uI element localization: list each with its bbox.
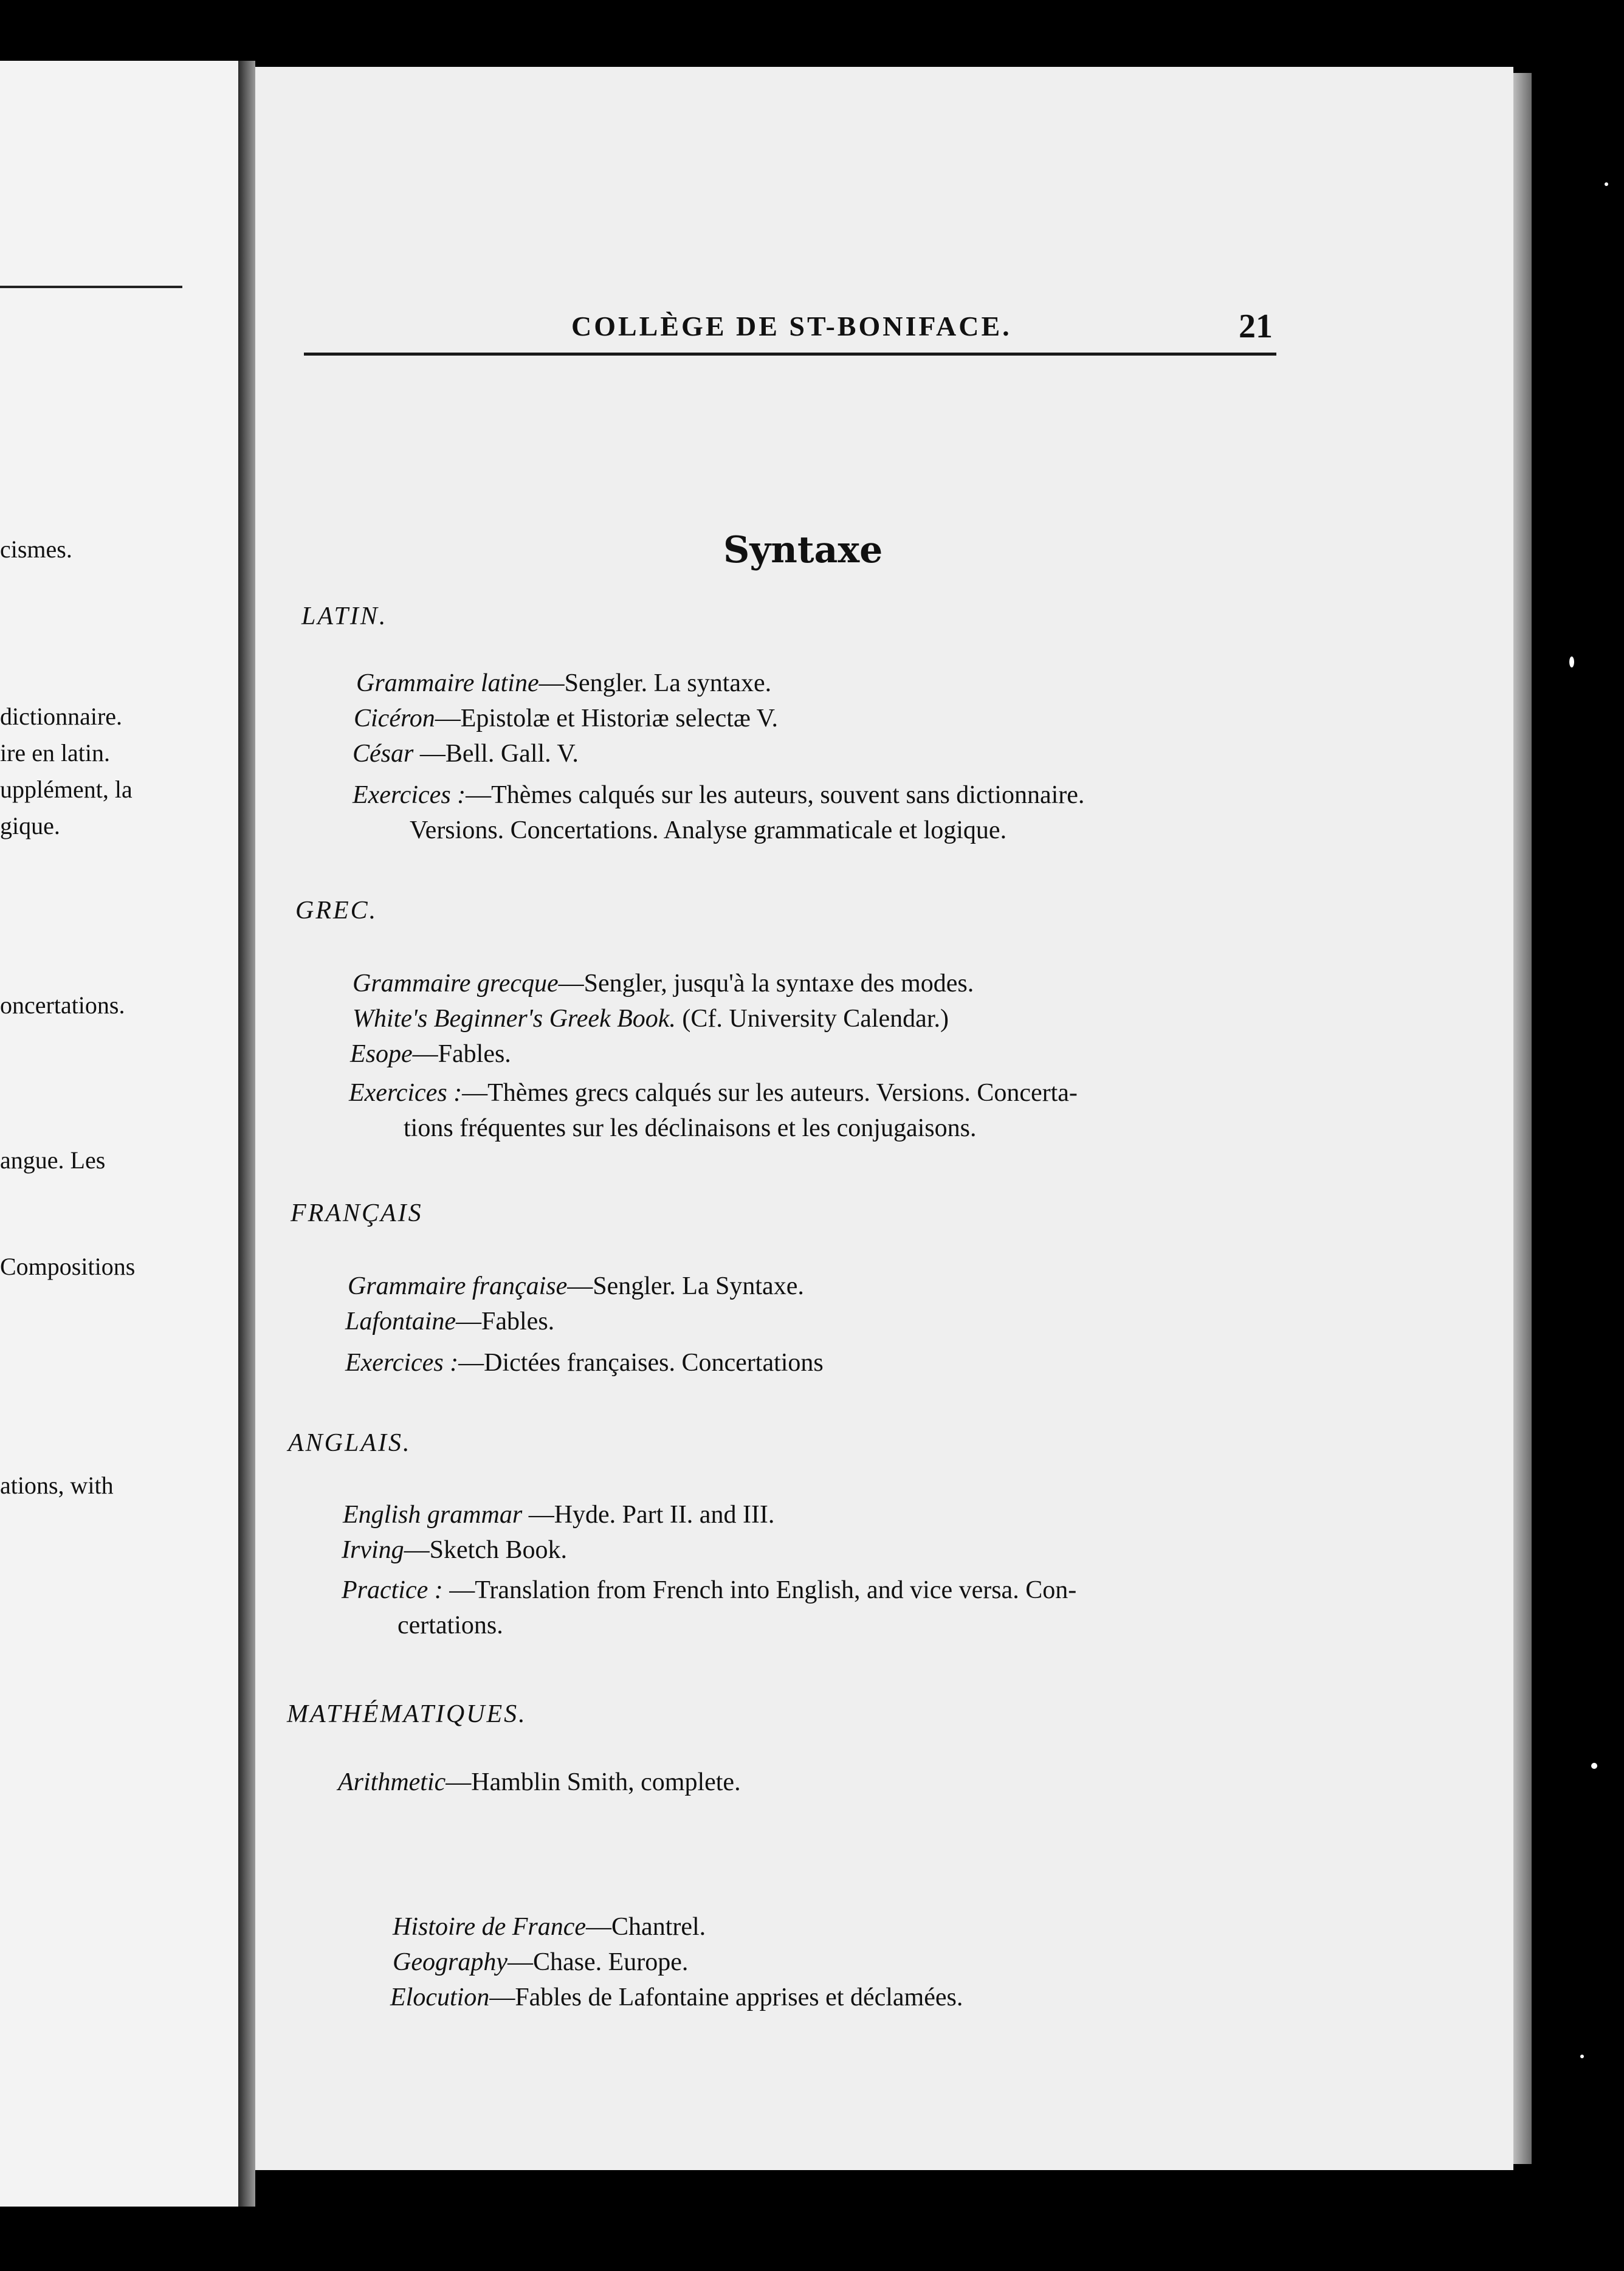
- entry-source: Exercices :: [349, 1079, 463, 1107]
- previous-page-line: Compositions: [0, 1253, 136, 1280]
- latin-entry-continuation: Versions. Concertations. Analyse grammaticale et logique.: [410, 816, 1007, 844]
- previous-page-line: gique.: [0, 812, 60, 839]
- entry-source: Geography: [393, 1948, 507, 1976]
- previous-page-fragment: [0, 61, 238, 2207]
- previous-page-line: ations, with: [0, 1472, 114, 1499]
- entry-source: Grammaire latine: [356, 669, 539, 697]
- grec-entry: [349, 1078, 1078, 1108]
- entry-source: Practice :: [342, 1576, 443, 1604]
- entry-text: —Sketch Book.: [404, 1536, 567, 1564]
- entry-source: Grammaire française: [348, 1272, 568, 1300]
- scan-speck: [1580, 2055, 1584, 2058]
- previous-page-line: angue. Les: [0, 1146, 106, 1174]
- grec-entry-continuation: tions fréquentes sur les déclinaisons et les conjugaisons.: [404, 1114, 977, 1142]
- scan-speck: [1591, 1763, 1597, 1769]
- entry-source: Elocution: [390, 1983, 490, 2011]
- entry-text: —Sengler. La syntaxe.: [538, 669, 772, 697]
- grec-entry: [350, 1039, 511, 1069]
- entry-text: —Fables de Lafontaine apprises et déclamées.: [489, 1983, 963, 2011]
- entry-text: —Fables.: [412, 1040, 511, 1068]
- francais-entry: [345, 1348, 824, 1377]
- latin-entry: [353, 739, 579, 768]
- scan-speck: [1569, 656, 1574, 667]
- previous-page-line: cismes.: [0, 536, 72, 563]
- entry-text: —Hyde. Part II. and III.: [522, 1501, 775, 1529]
- entry-source: Arithmetic: [338, 1768, 446, 1796]
- grec-entry: [353, 969, 974, 998]
- entry-source: Exercices :: [353, 781, 466, 809]
- entry-text: —Epistolæ et Historiæ selectæ V.: [435, 705, 779, 732]
- entry-text: —Fables.: [456, 1308, 555, 1335]
- entry-source: Cicéron: [354, 705, 435, 732]
- previous-page-line: dictionnaire.: [0, 703, 123, 730]
- entry-text: —Thèmes grecs calqués sur les auteurs. Versions. Concerta-: [462, 1079, 1078, 1107]
- entry-source: Grammaire grecque: [353, 970, 559, 998]
- subject-heading-mathematiques: MATHÉMATIQUES.: [287, 1700, 527, 1728]
- mathematiques-entry: [338, 1768, 741, 1797]
- entry-source: English grammar: [343, 1501, 523, 1529]
- subject-heading-latin: LATIN.: [301, 602, 388, 630]
- entry-source: César: [353, 740, 414, 768]
- other-entry: [390, 1983, 963, 2012]
- previous-page-line: oncertations.: [0, 991, 125, 1019]
- entry-text: —Bell. Gall. V.: [413, 740, 579, 768]
- entry-text: —Thèmes calqués sur les auteurs, souvent sans dictionnaire.: [466, 781, 1085, 809]
- grec-entry: [353, 1004, 949, 1033]
- anglais-entry-continuation: certations.: [397, 1611, 503, 1639]
- francais-entry: [348, 1272, 804, 1301]
- previous-page-line: upplément, la: [0, 776, 132, 803]
- page-edge-shadow: [1513, 73, 1532, 2164]
- latin-entry: [356, 669, 771, 698]
- entry-source: Esope: [350, 1040, 413, 1068]
- previous-page-rule: [0, 286, 182, 288]
- subject-heading-francais: FRANÇAIS: [291, 1199, 423, 1227]
- entry-text: —Chantrel.: [586, 1913, 706, 1941]
- page-number: 21: [1239, 308, 1273, 345]
- section-title: Syntaxe: [723, 529, 883, 571]
- entry-source: White's Beginner's Greek Book.: [353, 1005, 676, 1033]
- header-rule: [304, 353, 1276, 356]
- entry-text: —Dictées françaises. Concertations: [458, 1349, 824, 1377]
- page-21: [255, 67, 1513, 2170]
- anglais-entry: [342, 1535, 567, 1565]
- francais-entry: [345, 1307, 554, 1336]
- entry-text: —Translation from French into English, and vice versa. Con-: [442, 1576, 1077, 1604]
- entry-text: —Chase. Europe.: [507, 1948, 689, 1976]
- subject-heading-grec: GREC.: [295, 897, 378, 925]
- scan-speck: [1605, 182, 1608, 186]
- entry-source: Lafontaine: [345, 1308, 456, 1335]
- anglais-entry: [343, 1500, 774, 1529]
- entry-source: Irving: [342, 1536, 404, 1564]
- anglais-entry: [342, 1576, 1076, 1605]
- entry-source: Exercices :: [345, 1349, 459, 1377]
- latin-entry: [353, 781, 1084, 810]
- subject-heading-anglais: ANGLAIS.: [288, 1429, 411, 1457]
- book-gutter: [238, 61, 255, 2207]
- other-entry: [393, 1912, 706, 1942]
- entry-text: —Sengler. La Syntaxe.: [567, 1272, 804, 1300]
- latin-entry: [354, 704, 778, 733]
- running-title: COLLÈGE DE ST-BONIFACE.: [571, 311, 1012, 342]
- entry-source: Histoire de France: [393, 1913, 587, 1941]
- entry-text: —Hamblin Smith, complete.: [446, 1768, 741, 1796]
- other-entry: [393, 1948, 688, 1977]
- entry-text: —Sengler, jusqu'à la syntaxe des modes.: [558, 970, 974, 998]
- previous-page-line: ire en latin.: [0, 739, 111, 767]
- entry-text: (Cf. University Calendar.): [675, 1005, 949, 1033]
